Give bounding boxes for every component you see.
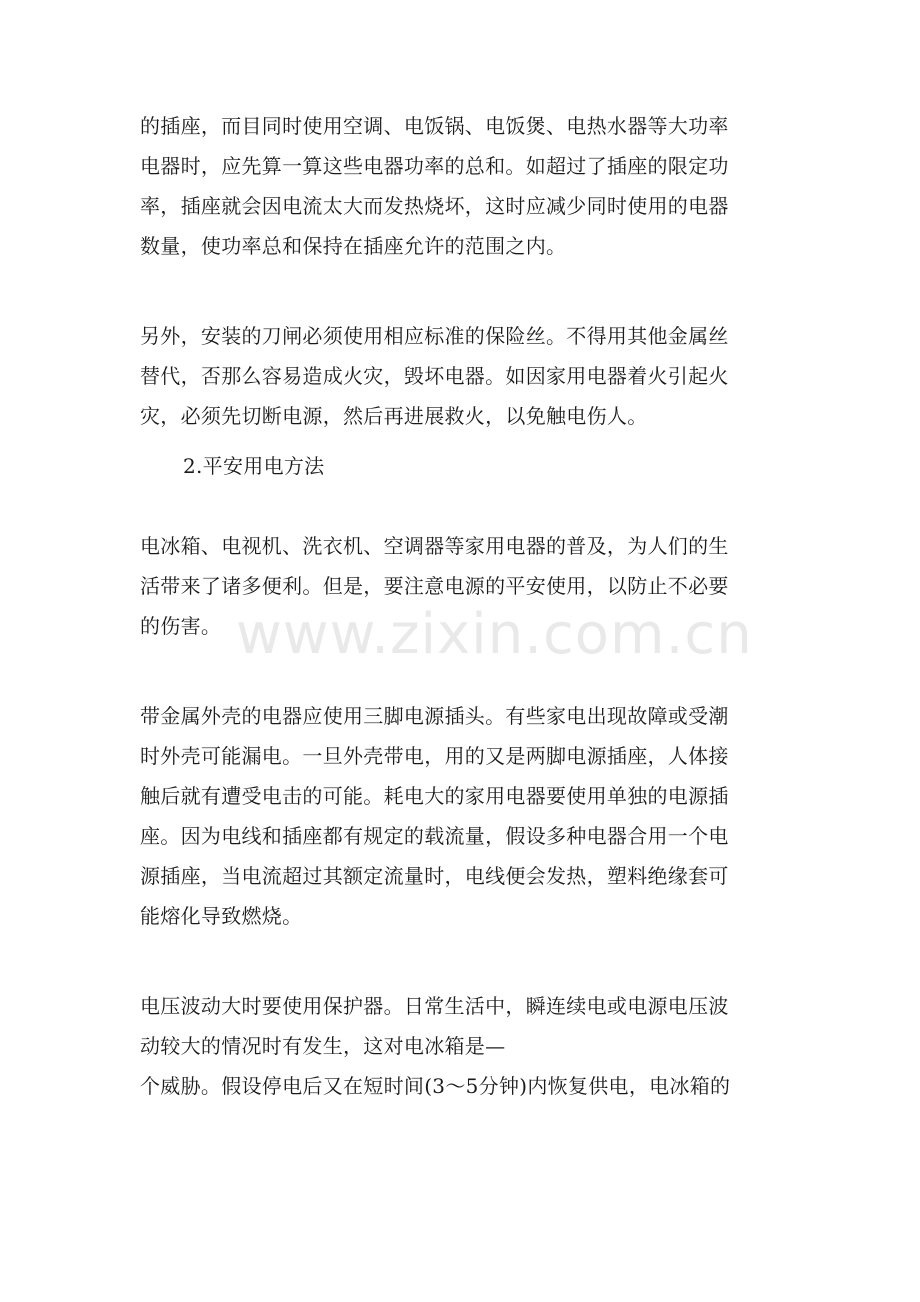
paragraph-4-line-2: 时外壳可能漏电。一旦外壳带电，用的又是两脚电源插座，人体接 <box>140 744 729 768</box>
paragraph-4-line-3: 触后就有遭受电击的可能。耗电大的家用电器要使用单独的电源插 <box>140 784 729 808</box>
paragraph-2-line-1: 另外，安装的刀闸必须使用相应标准的保险丝。不得用其他金属丝 <box>140 324 729 348</box>
paragraph-5-line-1: 电压波动大时要使用保护器。日常生活中，瞬连续电或电源电压波 <box>140 994 729 1018</box>
paragraph-3-line-2: 活带来了诸多便利。但是，要注意电源的平安使用，以防止不必要 <box>140 574 729 598</box>
watermark: www.zixin.com.cn <box>236 602 753 667</box>
paragraph-1-line-4: 数量，使功率总和保持在插座允许的范围之内。 <box>140 234 567 258</box>
paragraph-5-line-3: 个威胁。假设停电后又在短时间(3～5分钟)内恢复供电，电冰箱的 <box>140 1074 731 1098</box>
paragraph-1-line-1: 的插座，而目同时使用空调、电饭锅、电饭煲、电热水器等大功率 <box>140 114 729 138</box>
paragraph-2-line-3: 灾，必须先切断电源，然后再进展救火，以免触电伤人。 <box>140 404 648 428</box>
paragraph-2-line-2: 替代，否那么容易造成火灾，毁坏电器。如因家用电器着火引起火 <box>140 364 729 388</box>
paragraph-4-line-1: 带金属外壳的电器应使用三脚电源插头。有些家电出现故障或受潮 <box>140 704 729 728</box>
paragraph-4-line-4: 座。因为电线和插座都有规定的载流量，假设多种电器合用一个电 <box>140 824 729 848</box>
paragraph-1-line-2: 电器时，应先算一算这些电器功率的总和。如超过了插座的限定功 <box>140 154 729 178</box>
paragraph-4-line-5: 源插座，当电流超过其额定流量时，电线便会发热，塑料绝缘套可 <box>140 864 729 888</box>
paragraph-5-line-2: 动较大的情况时有发生，这对电冰箱是— <box>140 1034 506 1058</box>
paragraph-4-line-6: 能熔化导致燃烧。 <box>140 904 303 928</box>
paragraph-3-line-1: 电冰箱、电视机、洗衣机、空调器等家用电器的普及，为人们的生 <box>140 534 729 558</box>
section-heading: 2.平安用电方法 <box>183 454 325 478</box>
paragraph-1-line-3: 率，插座就会因电流太大而发热烧坏，这时应减少同时使用的电器 <box>140 194 729 218</box>
paragraph-3-line-3: 的伤害。 <box>140 614 222 638</box>
